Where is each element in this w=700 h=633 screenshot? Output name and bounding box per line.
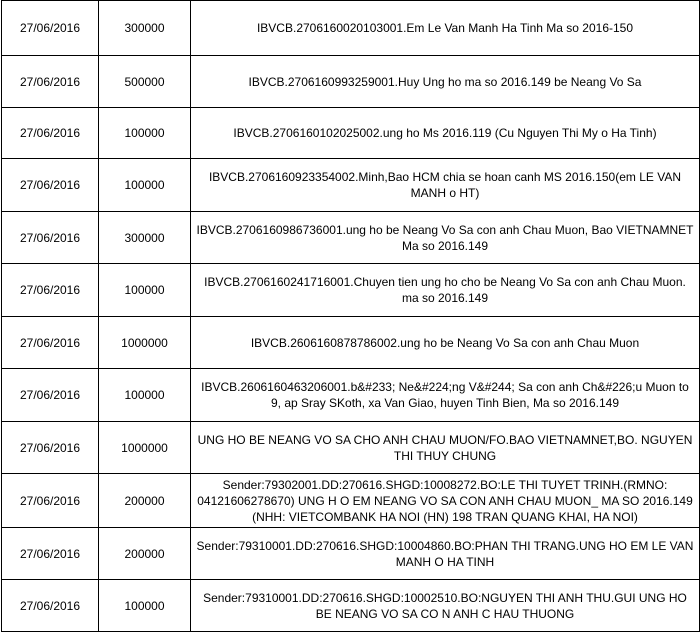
amount-cell: 100000	[99, 580, 191, 632]
description-cell: Sender:79302001.DD:270616.SHGD:10008272.BO:LE THI TUYET TRINH.(RMNO: 04121606278670) UNG H O EM NEANG VO SA CON ANH CHAU MUON_ MA SO 2016.149 (NHH: VIETCOMBANK HA NOI (HN) 198 TRAN QUANG KHAI, HA NOI)	[191, 474, 700, 528]
table-row	[2, 212, 700, 264]
amount-cell: 200000	[99, 474, 191, 528]
description-cell: IBVCB.2706160923354002.Minh,Bao HCM chia se hoan canh MS 2016.150(em LE VAN MANH o HT)	[191, 159, 700, 212]
table-row	[2, 369, 700, 422]
date-cell: 27/06/2016	[2, 264, 99, 317]
date-cell: 27/06/2016	[2, 474, 99, 528]
date-cell: 27/06/2016	[2, 317, 99, 369]
transactions-body	[2, 1, 700, 632]
table-row	[2, 422, 700, 474]
amount-cell: 500000	[99, 56, 191, 108]
description-cell: IBVCB.2706160993259001.Huy Ung ho ma so 2016.149 be Neang Vo Sa	[191, 56, 700, 108]
amount-cell: 100000	[99, 369, 191, 422]
date-cell: 27/06/2016	[2, 580, 99, 632]
table-row	[2, 159, 700, 212]
date-cell: 27/06/2016	[2, 422, 99, 474]
description-cell: IBVCB.2706160241716001.Chuyen tien ung ho cho be Neang Vo Sa con anh Chau Muon. ma so 2016.149	[191, 264, 700, 317]
description-cell: Sender:79310001.DD:270616.SHGD:10002510.BO:NGUYEN THI ANH THU.GUI UNG HO BE NEANG VO SA CO N ANH C HAU THUONG	[191, 580, 700, 632]
table-row	[2, 108, 700, 159]
amount-cell: 300000	[99, 212, 191, 264]
amount-cell: 100000	[99, 264, 191, 317]
description-cell: UNG HO BE NEANG VO SA CHO ANH CHAU MUON/FO.BAO VIETNAMNET,BO. NGUYEN THI THUY CHUNG	[191, 422, 700, 474]
amount-cell: 1000000	[99, 422, 191, 474]
date-cell: 27/06/2016	[2, 108, 99, 159]
description-cell: IBVCB.2706160102025002.ung ho Ms 2016.119 (Cu Nguyen Thi My o Ha Tinh)	[191, 108, 700, 159]
table-row	[2, 317, 700, 369]
description-cell: IBVCB.2606160878786002.ung ho be Neang Vo Sa con anh Chau Muon	[191, 317, 700, 369]
date-cell: 27/06/2016	[2, 528, 99, 580]
table-row	[2, 580, 700, 632]
description-cell: IBVCB.2706160986736001.ung ho be Neang Vo Sa con anh Chau Muon, Bao VIETNAMNET Ma so 2016.149	[191, 212, 700, 264]
amount-cell: 300000	[99, 1, 191, 56]
amount-cell: 100000	[99, 159, 191, 212]
description-cell: IBVCB.2706160020103001.Em Le Van Manh Ha Tinh Ma so 2016-150	[191, 1, 700, 56]
table-row	[2, 528, 700, 580]
description-cell: IBVCB.2606160463206001.b&#233; Ne&#224;ng V&#244; Sa con anh Ch&#226;u Muon to 9, ap Sray SKoth, xa Van Giao, huyen Tinh Bien, Ma so 2016.149	[191, 369, 700, 422]
amount-cell: 1000000	[99, 317, 191, 369]
amount-cell: 100000	[99, 108, 191, 159]
description-cell: Sender:79310001.DD:270616.SHGD:10004860.BO:PHAN THI TRANG.UNG HO EM LE VAN MANH O HA TINH	[191, 528, 700, 580]
date-cell: 27/06/2016	[2, 56, 99, 108]
transactions-table	[1, 0, 700, 632]
table-row	[2, 1, 700, 56]
table-row	[2, 56, 700, 108]
table-row	[2, 264, 700, 317]
date-cell: 27/06/2016	[2, 1, 99, 56]
date-cell: 27/06/2016	[2, 212, 99, 264]
table-row	[2, 474, 700, 528]
date-cell: 27/06/2016	[2, 369, 99, 422]
amount-cell: 200000	[99, 528, 191, 580]
date-cell: 27/06/2016	[2, 159, 99, 212]
